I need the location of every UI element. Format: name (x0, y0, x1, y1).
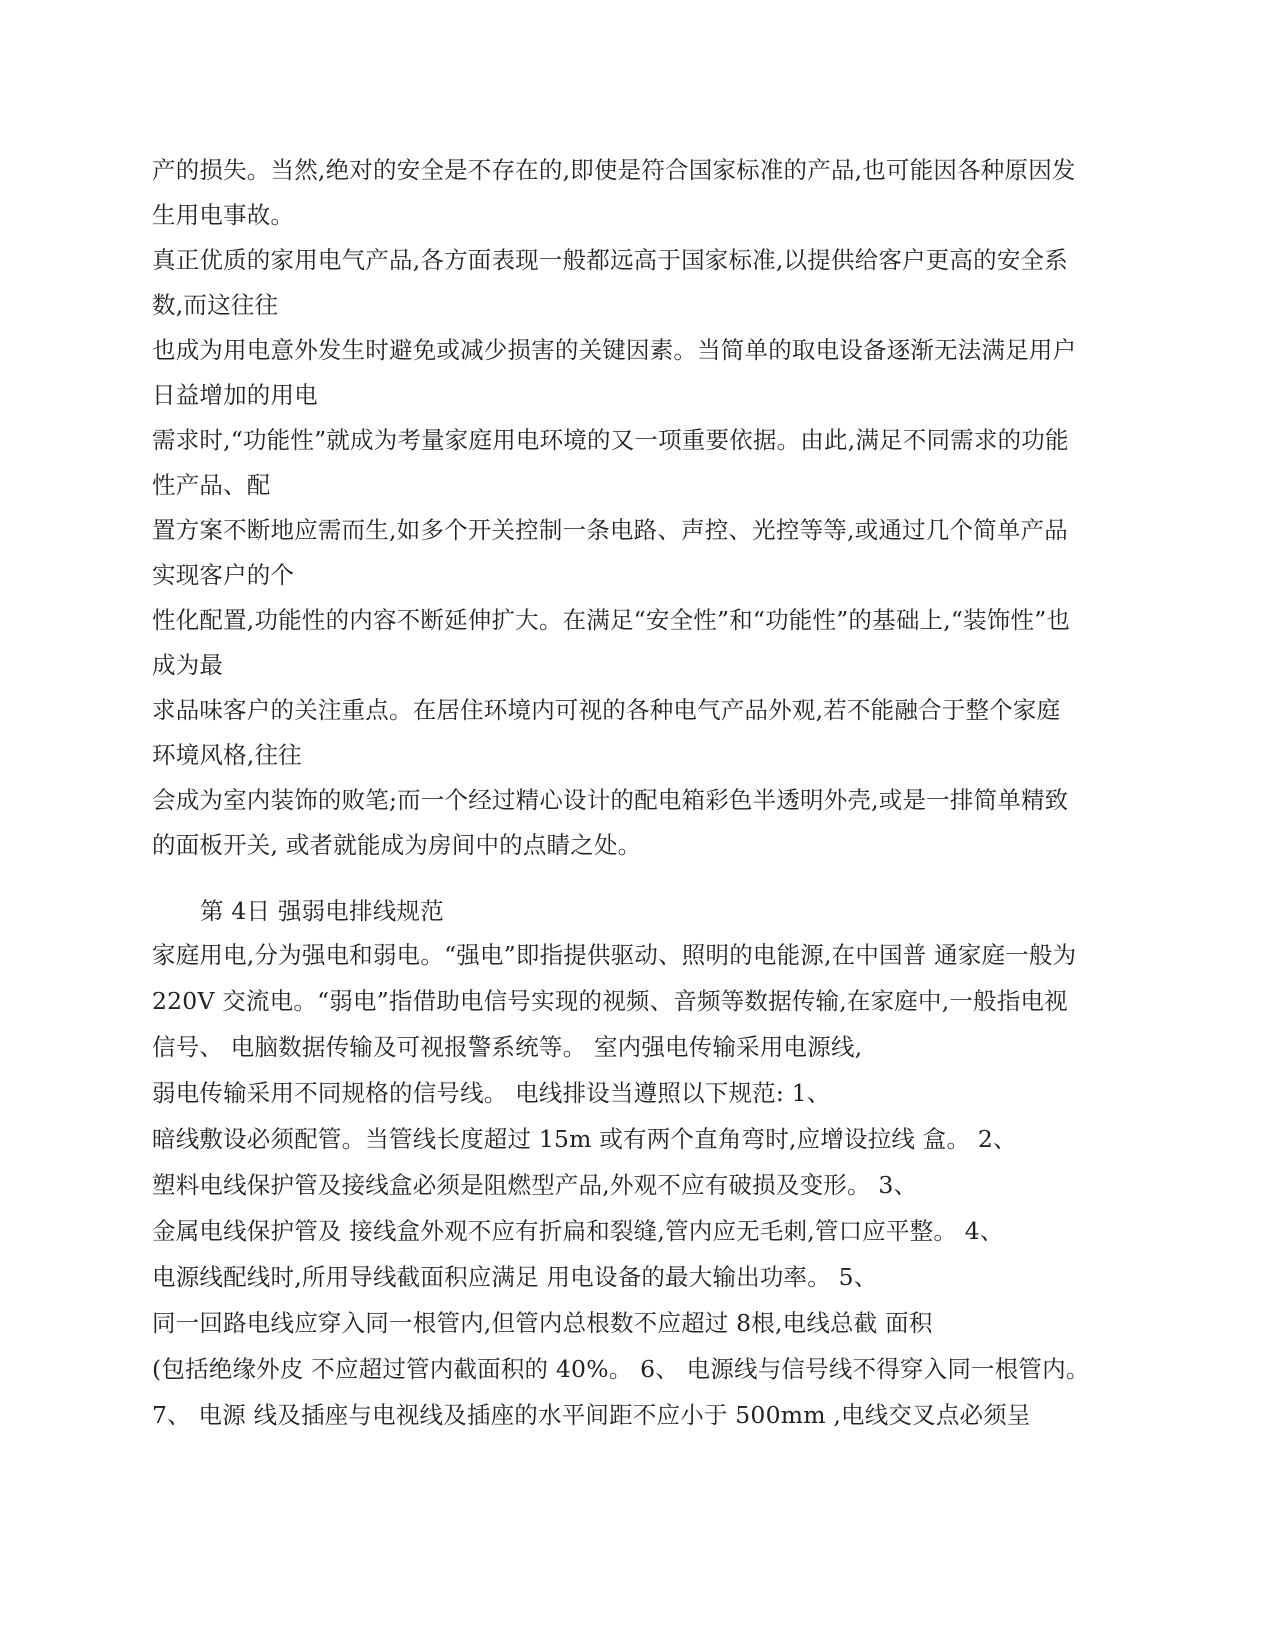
section-text-line: 塑料电线保护管及接线盒必须是阻燃型产品,外观不应有破损及变形。 3、 (152, 1171, 918, 1199)
text-line: 产的损失。当然,绝对的安全是不存在的,即使是符合国家标准的产品,也可能因各种原因发 (152, 156, 1076, 184)
section-text-line: (包括绝缘外皮 不应超过管内截面积的 40%。 6、 电源线与信号线不得穿入同一根管内。 (152, 1355, 1090, 1383)
text-line: 性产品、配 (152, 471, 271, 499)
text-line: 环境风格,往往 (152, 741, 302, 769)
text-line: 数,而这往往 (152, 291, 279, 319)
text-line: 生用电事故。 (152, 201, 295, 229)
section-text-line: 同一回路电线应穿入同一根管内,但管内总根数不应超过 8根,电线总截 面积 (152, 1309, 933, 1337)
text-line: 需求时,“功能性”就成为考量家庭用电环境的又一项重要依据。由此,满足不同需求的功能 (152, 426, 1069, 454)
text-line: 也成为用电意外发生时避免或减少损害的关键因素。当简单的取电设备逐渐无法满足用户 (152, 336, 1077, 364)
text-line: 会成为室内装饰的败笔;而一个经过精心设计的配电箱彩色半透明外壳,或是一排简单精致 (152, 786, 1069, 814)
section-text-line: 7、 电源 线及插座与电视线及插座的水平间距不应小于 500mm ,电线交叉点必须呈 (152, 1401, 1031, 1429)
text-line: 成为最 (152, 651, 224, 679)
section-text-line: 金属电线保护管及 接线盒外观不应有折扁和裂缝,管内应无毛刺,管口应平整。 4、 (152, 1217, 1004, 1245)
section-text-line: 家庭用电,分为强电和弱电。“强电”即指提供驱动、照明的电能源,在中国普 通家庭一般为 (152, 941, 1077, 969)
section-text-line: 220V 交流电。“弱电”指借助电信号实现的视频、音频等数据传输,在家庭中,一般指电视 (152, 987, 1068, 1015)
text-line: 置方案不断地应需而生,如多个开关控制一条电路、声控、光控等等,或通过几个简单产品 (152, 516, 1068, 544)
text-line: 性化配置,功能性的内容不断延伸扩大。在满足“安全性”和“功能性”的基础上,“装饰性”也 (152, 606, 1071, 634)
section-text-line: 电源线配线时,所用导线截面积应满足 用电设备的最大输出功率。 5、 (152, 1263, 878, 1291)
text-line: 实现客户的个 (152, 561, 295, 589)
text-line: 真正优质的家用电气产品,各方面表现一般都远高于国家标准,以提供给客户更高的安全系 (152, 246, 1068, 274)
text-line: 的面板开关, 或者就能成为房间中的点睛之处。 (152, 831, 642, 859)
text-line: 求品味客户的关注重点。在居住环境内可视的各种电气产品外观,若不能融合于整个家庭 (152, 696, 1061, 724)
section-text-line: 信号、 电脑数据传输及可视报警系统等。 室内强电传输采用电源线, (152, 1033, 863, 1061)
section-text-line: 暗线敷设必须配管。当管线长度超过 15m 或有两个直角弯时,应增设拉线 盒。 2、 (152, 1125, 1017, 1153)
text-line: 日益增加的用电 (152, 381, 318, 409)
section-heading: 第 4日 强弱电排线规范 (200, 897, 444, 925)
section-text-line: 弱电传输采用不同规格的信号线。 电线排设当遵照以下规范: 1、 (152, 1079, 831, 1107)
